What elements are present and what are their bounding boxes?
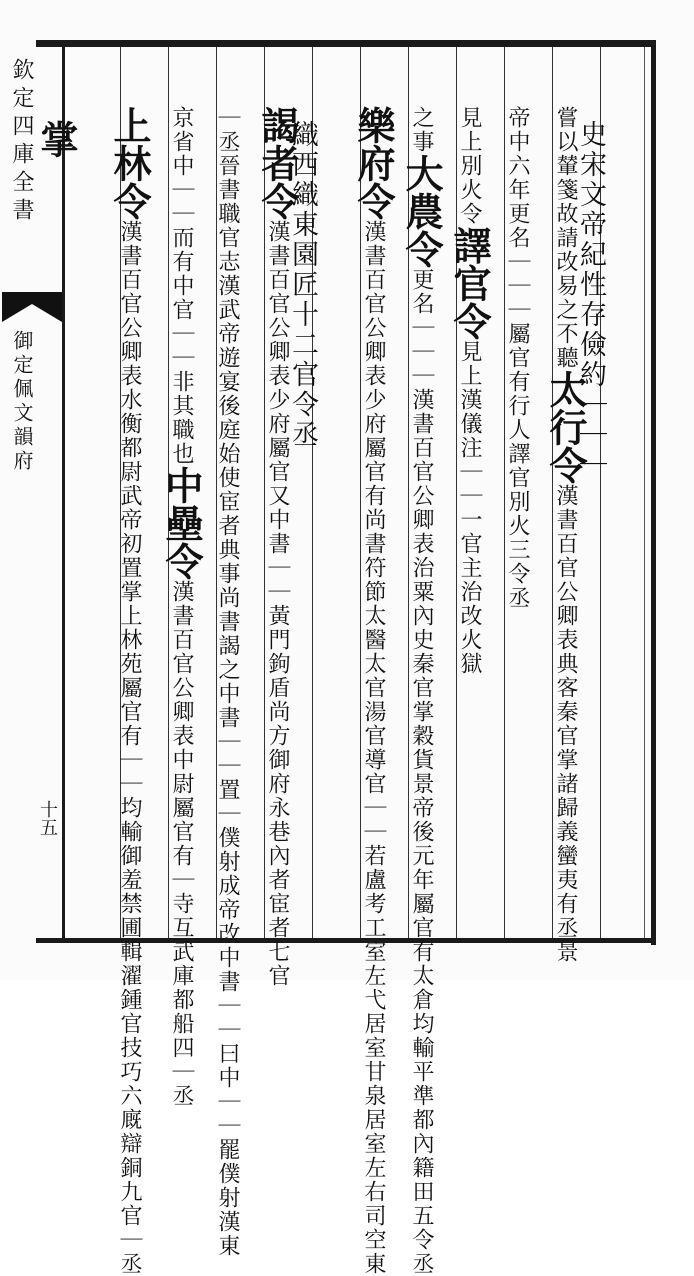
text-column-4 (447, 52, 508, 932)
text-column-5 (399, 52, 460, 1276)
entry-heading: 太行令 (543, 370, 588, 484)
column-text-right: 京省中｜｜而有中官｜｜非其職也 (169, 106, 194, 466)
column-text-right: 見上別火令 (457, 106, 482, 226)
fishtail-mark (2, 292, 62, 322)
frame-right-border (651, 40, 656, 945)
entry-heading: 樂府令 (351, 106, 396, 220)
text-column-9 (215, 52, 266, 1258)
column-text: 掌 (34, 120, 79, 158)
frame-left-border (62, 40, 65, 943)
page-number: 十五 (37, 800, 58, 836)
entry-heading: 上林令 (107, 106, 152, 220)
text-column-11 (107, 52, 168, 1276)
column-text-left: 更名｜｜｜漢書百官公卿表治粟內史秦官掌穀貨景帝後元年屬官有太倉均輸平準都內籍田五令丞 (409, 268, 434, 1276)
book-title: 欽定四庫全書 (9, 58, 34, 226)
entry-heading: 謁者令 (255, 106, 300, 220)
column-text: 史宋文帝紀性存儉約｜｜｜ (575, 120, 606, 480)
text-column-10 (159, 52, 220, 1108)
entry-heading: 中壘令 (159, 466, 204, 580)
frame-top-border (36, 40, 656, 47)
column-text-left: 有行人譯官別火三令丞 (505, 370, 530, 610)
column-text-left: 漢書百官公卿表水衡都尉武帝初置掌上林苑屬官有｜｜均輸御羞禁圃輯濯鍾官技巧六廐辯銅九官｜丞 (117, 220, 142, 1276)
text-column-1 (575, 52, 650, 932)
column-text: ｜丞晉書職官志漢武帝遊宴後庭始使宦者典事尚書謁之中書｜｜置｜僕射成帝改中書｜｜曰中｜｜罷僕射漢東 (215, 106, 240, 1258)
text-column-8 (255, 52, 316, 988)
column-text-left: 漢書百官公卿表少府屬官又中書｜｜黃門鉤盾尚方御府永巷內者宦者七官 (265, 220, 290, 988)
column-text-left: 漢書百官公卿表典客秦官掌諸歸義蠻夷有丞景 (553, 484, 578, 964)
text-column-2 (543, 52, 604, 964)
entry-heading: 譯官令 (447, 226, 492, 340)
column-text-right: 帝中六年更名｜｜｜屬官 (505, 106, 530, 370)
text-column-7 (287, 52, 362, 932)
entry-heading: 大農令 (399, 154, 444, 268)
column-text-right: 嘗以輦箋故請改易之不聽 (553, 106, 578, 370)
book-subtitle: 御定佩文韻府 (10, 330, 34, 474)
text-column-3 (505, 52, 556, 932)
column-text-left: 漢書百官公卿表少府屬官有尚書符節太醫太官湯官導官｜｜若盧考工室左弋居室甘泉居室左右司空東 (361, 220, 386, 1276)
column-text-left: 漢書百官公卿表中尉屬官有｜寺互武庫都船四｜丞 (169, 580, 194, 1108)
text-column-6 (351, 52, 412, 1276)
column-text-left: 見上漢儀注｜｜一官主治改火獄 (457, 340, 482, 676)
column-text: 織西織東園匠十二官令丞 (287, 120, 318, 450)
column-text-right: 之事 (409, 106, 434, 154)
